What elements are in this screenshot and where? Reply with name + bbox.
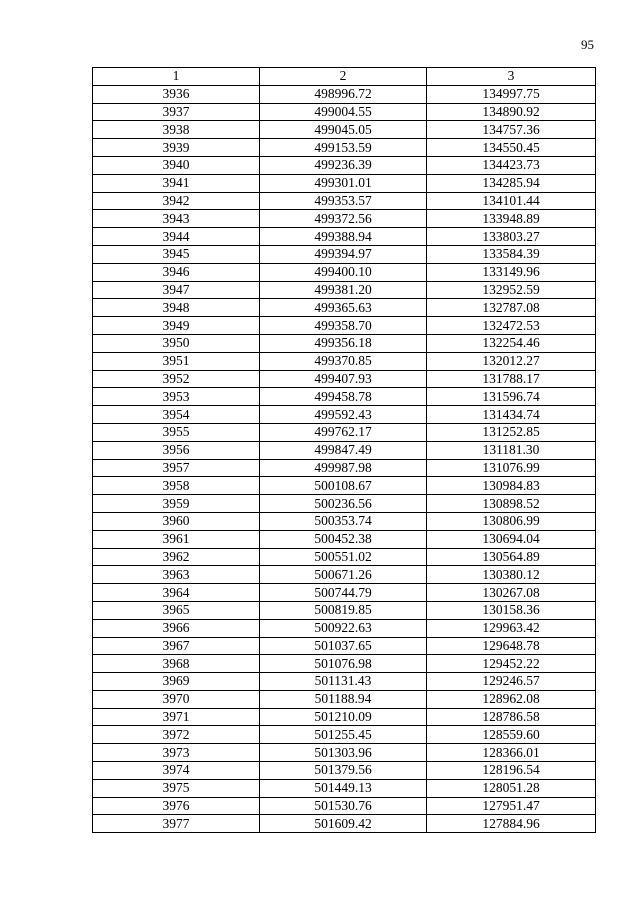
point-number-cell: 3938: [93, 121, 260, 139]
x-coordinate-cell: 498996.72: [260, 85, 427, 103]
x-coordinate-cell: 500108.67: [260, 477, 427, 495]
point-number-cell: 3973: [93, 744, 260, 762]
table-row: [93, 815, 596, 833]
table-row: [93, 317, 596, 335]
table-row: [93, 174, 596, 192]
y-coordinate-cell: 130806.99: [427, 512, 596, 530]
point-number-cell: 3969: [93, 673, 260, 691]
point-number-cell: 3950: [93, 334, 260, 352]
point-number-cell: 3968: [93, 655, 260, 673]
y-coordinate-cell: 128366.01: [427, 744, 596, 762]
point-number-cell: 3967: [93, 637, 260, 655]
y-coordinate-cell: 128051.28: [427, 779, 596, 797]
point-number-cell: 3936: [93, 85, 260, 103]
y-coordinate-cell: 134757.36: [427, 121, 596, 139]
y-coordinate-cell: 128786.58: [427, 708, 596, 726]
point-number-cell: 3976: [93, 797, 260, 815]
point-number-cell: 3975: [93, 779, 260, 797]
x-coordinate-cell: 501037.65: [260, 637, 427, 655]
x-coordinate-cell: 501210.09: [260, 708, 427, 726]
coordinates-table: [92, 67, 596, 833]
point-number-cell: 3949: [93, 317, 260, 335]
x-coordinate-cell: 499388.94: [260, 228, 427, 246]
table-row: [93, 210, 596, 228]
x-coordinate-cell: 501379.56: [260, 762, 427, 780]
x-coordinate-cell: 499400.10: [260, 263, 427, 281]
point-number-cell: 3944: [93, 228, 260, 246]
y-coordinate-cell: 131596.74: [427, 388, 596, 406]
y-coordinate-cell: 131252.85: [427, 423, 596, 441]
table-row: [93, 156, 596, 174]
y-coordinate-cell: 130898.52: [427, 495, 596, 513]
x-coordinate-cell: 500819.85: [260, 601, 427, 619]
point-number-cell: 3940: [93, 156, 260, 174]
table-row: [93, 601, 596, 619]
y-coordinate-cell: 131076.99: [427, 459, 596, 477]
x-coordinate-cell: 499153.59: [260, 139, 427, 157]
table-row: [93, 530, 596, 548]
point-number-cell: 3951: [93, 352, 260, 370]
table-row: [93, 512, 596, 530]
point-number-cell: 3941: [93, 174, 260, 192]
x-coordinate-cell: 499356.18: [260, 334, 427, 352]
y-coordinate-cell: 132254.46: [427, 334, 596, 352]
table-row: [93, 495, 596, 513]
table-row: [93, 228, 596, 246]
y-coordinate-cell: 134285.94: [427, 174, 596, 192]
point-number-cell: 3956: [93, 441, 260, 459]
x-coordinate-cell: 499353.57: [260, 192, 427, 210]
y-coordinate-cell: 133584.39: [427, 245, 596, 263]
point-number-cell: 3953: [93, 388, 260, 406]
table-row: [93, 673, 596, 691]
table-row: [93, 690, 596, 708]
y-coordinate-cell: 130564.89: [427, 548, 596, 566]
x-coordinate-cell: 500353.74: [260, 512, 427, 530]
x-coordinate-cell: 501303.96: [260, 744, 427, 762]
x-coordinate-cell: 501131.43: [260, 673, 427, 691]
table-row: [93, 584, 596, 602]
point-number-cell: 3947: [93, 281, 260, 299]
y-coordinate-cell: 130380.12: [427, 566, 596, 584]
x-coordinate-cell: 500744.79: [260, 584, 427, 602]
y-coordinate-cell: 134997.75: [427, 85, 596, 103]
table-row: [93, 245, 596, 263]
x-coordinate-cell: 499458.78: [260, 388, 427, 406]
x-coordinate-cell: 500922.63: [260, 619, 427, 637]
point-number-cell: 3977: [93, 815, 260, 833]
point-number-cell: 3961: [93, 530, 260, 548]
y-coordinate-cell: 134550.45: [427, 139, 596, 157]
table-row: [93, 192, 596, 210]
point-number-cell: 3958: [93, 477, 260, 495]
table-row: [93, 744, 596, 762]
point-number-cell: 3959: [93, 495, 260, 513]
table-row: [93, 370, 596, 388]
point-number-cell: 3946: [93, 263, 260, 281]
table-header: [93, 68, 596, 86]
point-number-cell: 3957: [93, 459, 260, 477]
table-row: [93, 762, 596, 780]
table-row: [93, 334, 596, 352]
point-number-cell: 3960: [93, 512, 260, 530]
column-header-2: 2: [260, 68, 427, 86]
point-number-cell: 3962: [93, 548, 260, 566]
x-coordinate-cell: 499004.55: [260, 103, 427, 121]
header-row: [93, 68, 596, 86]
y-coordinate-cell: 129648.78: [427, 637, 596, 655]
point-number-cell: 3943: [93, 210, 260, 228]
table-row: [93, 708, 596, 726]
y-coordinate-cell: 133803.27: [427, 228, 596, 246]
point-number-cell: 3964: [93, 584, 260, 602]
column-header-1: 1: [93, 68, 260, 86]
y-coordinate-cell: 130267.08: [427, 584, 596, 602]
x-coordinate-cell: 499381.20: [260, 281, 427, 299]
table-row: [93, 779, 596, 797]
y-coordinate-cell: 132952.59: [427, 281, 596, 299]
y-coordinate-cell: 132787.08: [427, 299, 596, 317]
point-number-cell: 3942: [93, 192, 260, 210]
x-coordinate-cell: 501609.42: [260, 815, 427, 833]
y-coordinate-cell: 131788.17: [427, 370, 596, 388]
x-coordinate-cell: 501530.76: [260, 797, 427, 815]
y-coordinate-cell: 130984.83: [427, 477, 596, 495]
y-coordinate-cell: 132012.27: [427, 352, 596, 370]
y-coordinate-cell: 132472.53: [427, 317, 596, 335]
point-number-cell: 3974: [93, 762, 260, 780]
table-row: [93, 459, 596, 477]
point-number-cell: 3963: [93, 566, 260, 584]
point-number-cell: 3955: [93, 423, 260, 441]
y-coordinate-cell: 129963.42: [427, 619, 596, 637]
table-row: [93, 281, 596, 299]
y-coordinate-cell: 130694.04: [427, 530, 596, 548]
x-coordinate-cell: 501188.94: [260, 690, 427, 708]
point-number-cell: 3952: [93, 370, 260, 388]
point-number-cell: 3972: [93, 726, 260, 744]
y-coordinate-cell: 134423.73: [427, 156, 596, 174]
point-number-cell: 3937: [93, 103, 260, 121]
y-coordinate-cell: 134101.44: [427, 192, 596, 210]
y-coordinate-cell: 127884.96: [427, 815, 596, 833]
x-coordinate-cell: 500236.56: [260, 495, 427, 513]
table-row: [93, 548, 596, 566]
table-row: [93, 797, 596, 815]
table-row: [93, 726, 596, 744]
table-row: [93, 566, 596, 584]
y-coordinate-cell: 131434.74: [427, 406, 596, 424]
x-coordinate-cell: 501076.98: [260, 655, 427, 673]
point-number-cell: 3939: [93, 139, 260, 157]
y-coordinate-cell: 134890.92: [427, 103, 596, 121]
point-number-cell: 3954: [93, 406, 260, 424]
table-row: [93, 655, 596, 673]
y-coordinate-cell: 130158.36: [427, 601, 596, 619]
table-row: [93, 423, 596, 441]
x-coordinate-cell: 499370.85: [260, 352, 427, 370]
table-row: [93, 139, 596, 157]
y-coordinate-cell: 129452.22: [427, 655, 596, 673]
table-row: [93, 406, 596, 424]
table-row: [93, 85, 596, 103]
y-coordinate-cell: 131181.30: [427, 441, 596, 459]
x-coordinate-cell: 499847.49: [260, 441, 427, 459]
x-coordinate-cell: 499592.43: [260, 406, 427, 424]
point-number-cell: 3948: [93, 299, 260, 317]
y-coordinate-cell: 128962.08: [427, 690, 596, 708]
x-coordinate-cell: 499394.97: [260, 245, 427, 263]
table-row: [93, 619, 596, 637]
y-coordinate-cell: 128559.60: [427, 726, 596, 744]
x-coordinate-cell: 500551.02: [260, 548, 427, 566]
x-coordinate-cell: 499372.56: [260, 210, 427, 228]
table-row: [93, 103, 596, 121]
table-row: [93, 441, 596, 459]
x-coordinate-cell: 500452.38: [260, 530, 427, 548]
table-row: [93, 263, 596, 281]
point-number-cell: 3945: [93, 245, 260, 263]
point-number-cell: 3965: [93, 601, 260, 619]
table-row: [93, 352, 596, 370]
column-header-3: 3: [427, 68, 596, 86]
x-coordinate-cell: 499762.17: [260, 423, 427, 441]
y-coordinate-cell: 133948.89: [427, 210, 596, 228]
point-number-cell: 3971: [93, 708, 260, 726]
y-coordinate-cell: 133149.96: [427, 263, 596, 281]
table-row: [93, 637, 596, 655]
table-row: [93, 299, 596, 317]
x-coordinate-cell: 499236.39: [260, 156, 427, 174]
page-number: 95: [581, 37, 594, 52]
x-coordinate-cell: 499987.98: [260, 459, 427, 477]
x-coordinate-cell: 501449.13: [260, 779, 427, 797]
y-coordinate-cell: 129246.57: [427, 673, 596, 691]
y-coordinate-cell: 128196.54: [427, 762, 596, 780]
table-row: [93, 477, 596, 495]
point-number-cell: 3970: [93, 690, 260, 708]
x-coordinate-cell: 499045.05: [260, 121, 427, 139]
x-coordinate-cell: 500671.26: [260, 566, 427, 584]
table-row: [93, 121, 596, 139]
table-body: [93, 85, 596, 832]
x-coordinate-cell: 499358.70: [260, 317, 427, 335]
x-coordinate-cell: 499365.63: [260, 299, 427, 317]
y-coordinate-cell: 127951.47: [427, 797, 596, 815]
x-coordinate-cell: 499301.01: [260, 174, 427, 192]
x-coordinate-cell: 501255.45: [260, 726, 427, 744]
table-row: [93, 388, 596, 406]
point-number-cell: 3966: [93, 619, 260, 637]
x-coordinate-cell: 499407.93: [260, 370, 427, 388]
